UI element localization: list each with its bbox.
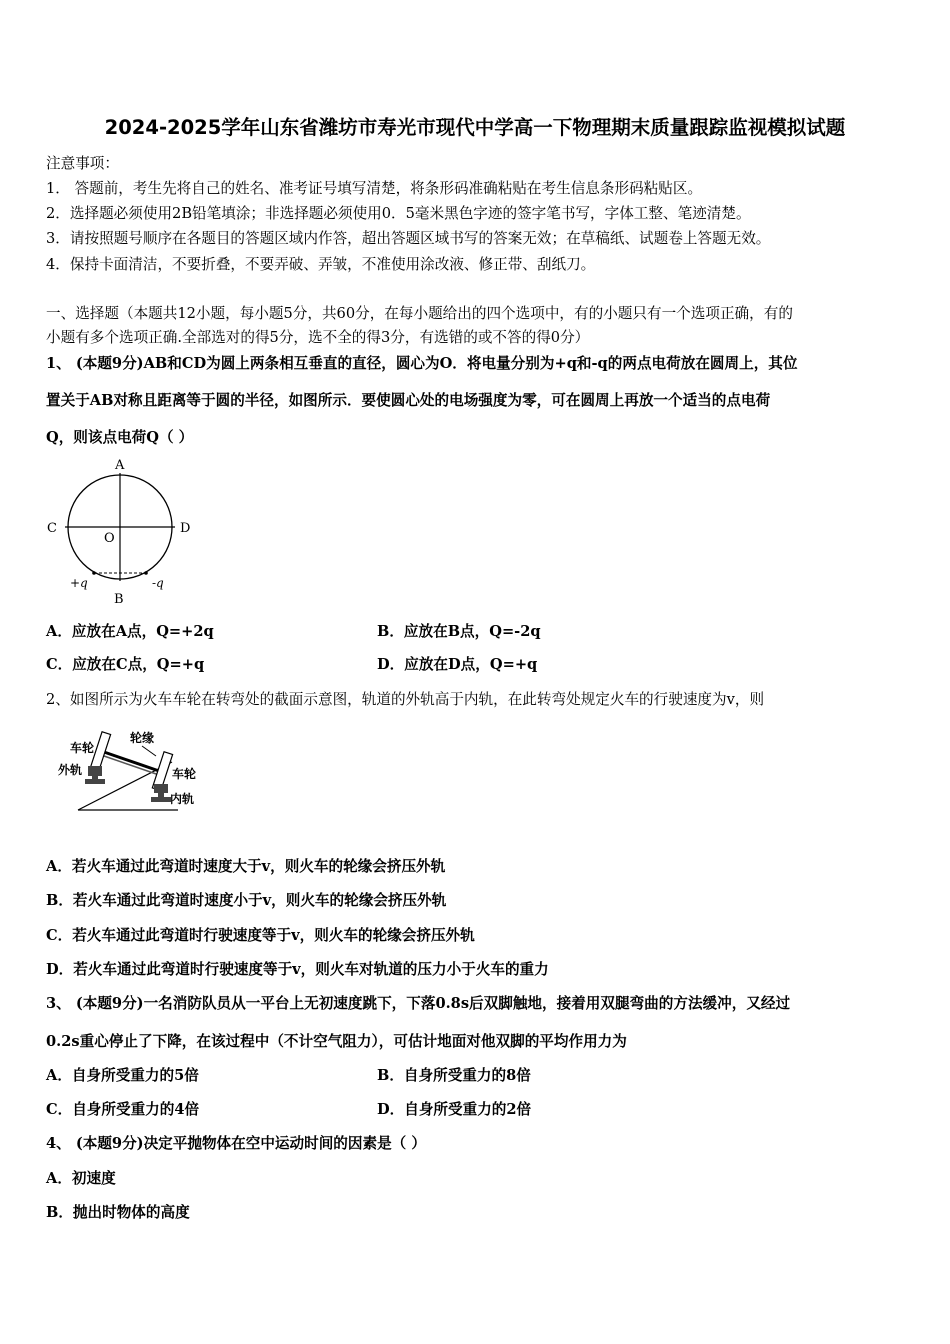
q3-text: 3、 (本题9分)一名消防队员从一平台上无初速度跳下，下落0.8s后双脚触地，接着用双腿弯曲的方法缓冲，又经过 — [46, 995, 791, 1012]
label-minus-q: -q — [152, 576, 164, 590]
section-heading: 一、选择题（本题共12小题，每小题5分，共60分，在每小题给出的四个选项中，有的小题只有一个选项正确，有的 — [46, 305, 793, 322]
label-c: C — [47, 521, 57, 536]
q2-option-b: B．若火车通过此弯道时速度小于v，则火车的轮缘会挤压外轨 — [46, 892, 447, 909]
flange-pointer — [142, 746, 156, 756]
q3-option-d: D．自身所受重力的2倍 — [377, 1101, 532, 1118]
label-a: A — [115, 458, 125, 473]
q1-option-d: D．应放在D点，Q=+q — [377, 656, 538, 673]
q2-option-a: A．若火车通过此弯道时速度大于v，则火车的轮缘会挤压外轨 — [46, 858, 446, 875]
q4-option-a: A．初速度 — [46, 1170, 116, 1187]
section-heading-cont: 小题有多个选项正确.全部选对的得5分，选不全的得3分，有选错的或不答的得0分） — [46, 329, 590, 346]
axle — [104, 752, 162, 772]
q4-option-b: B．抛出时物体的高度 — [46, 1204, 190, 1221]
charge-minus-dot — [144, 571, 148, 575]
inner-rail-base — [151, 797, 171, 802]
q1-option-c: C．应放在C点，Q=+q — [46, 656, 205, 673]
label-d: D — [180, 521, 191, 536]
q1-option-a: A．应放在A点，Q=+2q — [46, 623, 214, 640]
outer-rail-base — [85, 779, 105, 784]
label-inner-rail: 内轨 — [170, 792, 195, 806]
notice-item: 4．保持卡面清洁，不要折叠，不要弄破、弄皱，不准使用涂改液、修正带、刮纸刀。 — [46, 256, 596, 273]
notice-item: 2．选择题必须使用2B铅笔填涂；非选择题必须使用0．5毫米黑色字迹的签字笔书写，字体工整、笔迹清楚。 — [46, 205, 751, 222]
q1-text: Q，则该点电荷Q（ ） — [46, 429, 194, 446]
label-b: B — [114, 592, 124, 607]
page-title: 2024-2025学年山东省潍坊市寿光市现代中学高一下物理期末质量跟踪监视模拟试题 — [104, 116, 846, 139]
notice-heading: 注意事项： — [46, 155, 119, 172]
q1-text: 1、 (本题9分)AB和CD为圆上两条相互垂直的直径，圆心为O．将电量分别为+q和-q的两点电荷放在圆周上，其位 — [46, 355, 798, 372]
axle-shadow — [104, 756, 162, 776]
label-plus-q: +q — [70, 576, 88, 590]
q3-option-c: C．自身所受重力的4倍 — [46, 1101, 200, 1118]
charge-plus-dot — [92, 571, 96, 575]
q1-text: 置关于AB对称且距离等于圆的半径，如图所示．要使圆心处的电场强度为零，可在圆周上再放一个适当的点电荷 — [46, 392, 771, 409]
q2-option-c: C．若火车通过此弯道时行驶速度等于v，则火车的轮缘会挤压外轨 — [46, 927, 475, 944]
label-wheel-right: 车轮 — [172, 767, 197, 781]
q2-text: 2、如图所示为火车车轮在转弯处的截面示意图，轨道的外轨高于内轨，在此转弯处规定火车的行驶速度为v，则 — [46, 691, 765, 708]
inner-rail-head — [154, 784, 168, 793]
circle-diagram — [40, 456, 210, 608]
label-wheel-left: 车轮 — [70, 741, 95, 755]
label-outer-rail: 外轨 — [58, 763, 83, 777]
q2-option-d: D．若火车通过此弯道时行驶速度等于v，则火车对轨道的压力小于火车的重力 — [46, 961, 549, 978]
label-flange: 轮缘 — [130, 731, 155, 745]
q1-option-b: B．应放在B点，Q=-2q — [377, 623, 541, 640]
q3-option-a: A．自身所受重力的5倍 — [46, 1067, 199, 1084]
notice-item: 3．请按照题号顺序在各题目的答题区域内作答，超出答题区域书写的答案无效；在草稿纸、试题卷上答题无效。 — [46, 230, 771, 247]
label-o: O — [104, 531, 115, 546]
train-wheel-diagram — [54, 722, 214, 818]
q4-text: 4、 (本题9分)决定平抛物体在空中运动时间的因素是（ ） — [46, 1135, 426, 1152]
q3-option-b: B．自身所受重力的8倍 — [377, 1067, 531, 1084]
q3-text: 0.2s重心停止了下降，在该过程中（不计空气阻力），可估计地面对他双脚的平均作用力为 — [46, 1033, 627, 1050]
notice-item: 1． 答题前，考生先将自己的姓名、准考证号填写清楚，将条形码准确粘贴在考生信息条形码粘贴区。 — [46, 180, 703, 197]
